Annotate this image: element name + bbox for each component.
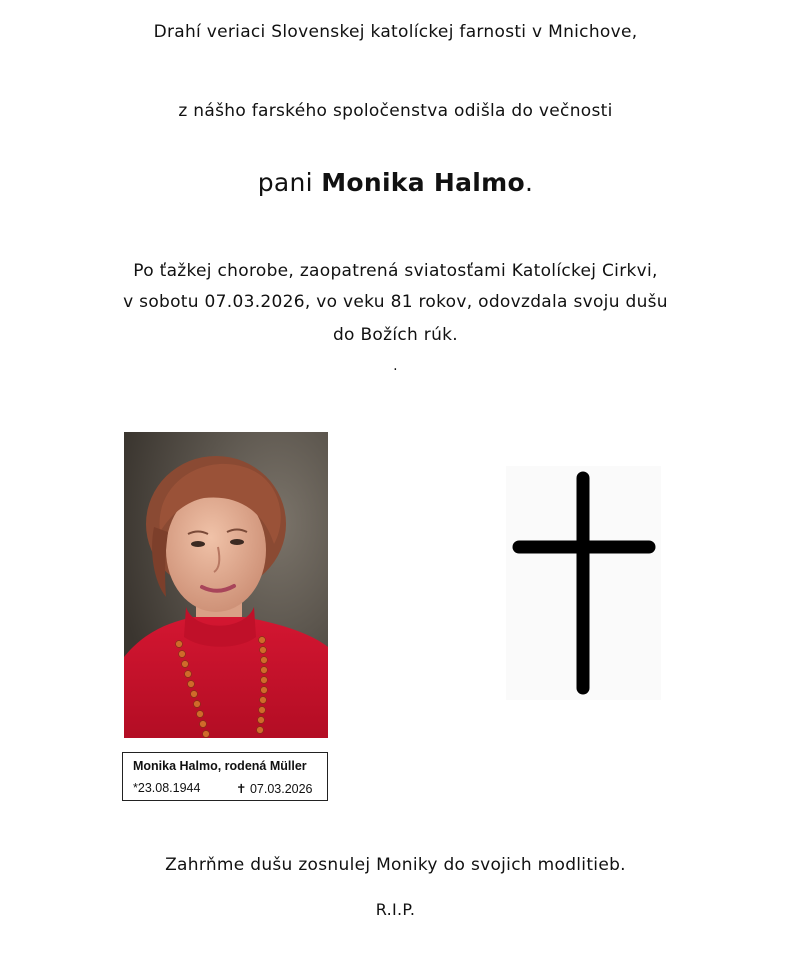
body-line-1: Po ťažkej chorobe, zaopatrená sviatosťami Katolíckej Cirkvi, — [133, 261, 658, 281]
greeting-line: Drahí veriaci Slovenskej katolíckej farnosti v Mnichove, — [153, 22, 638, 42]
caption-birth-date: *23.08.1944 — [133, 781, 201, 795]
cross-graphic — [506, 466, 661, 700]
latin-cross-icon — [506, 466, 661, 700]
body-line-2: v sobotu 07.03.2026, vo veku 81 rokov, odovzdala svoju dušu — [123, 292, 668, 312]
photo-caption — [122, 752, 328, 801]
deceased-name-line — [0, 168, 791, 197]
separator-dot: . — [393, 358, 398, 374]
name-suffix: . — [525, 168, 534, 197]
portrait-illustration — [124, 432, 328, 738]
deceased-name: Monika Halmo — [321, 168, 525, 197]
caption-death-date: ✝ 07.03.2026 — [236, 782, 313, 796]
prayer-line: Zahrňme dušu zosnulej Moniky do svojich modlitieb. — [165, 855, 626, 875]
caption-name: Monika Halmo, rodená Müller — [133, 759, 307, 773]
name-prefix: pani — [257, 168, 313, 197]
rip-line: R.I.P. — [375, 900, 416, 919]
portrait-photo — [124, 432, 328, 738]
announcement-line: z nášho farského spoločenstva odišla do večnosti — [178, 101, 613, 121]
body-line-3: do Božích rúk. — [332, 325, 459, 345]
